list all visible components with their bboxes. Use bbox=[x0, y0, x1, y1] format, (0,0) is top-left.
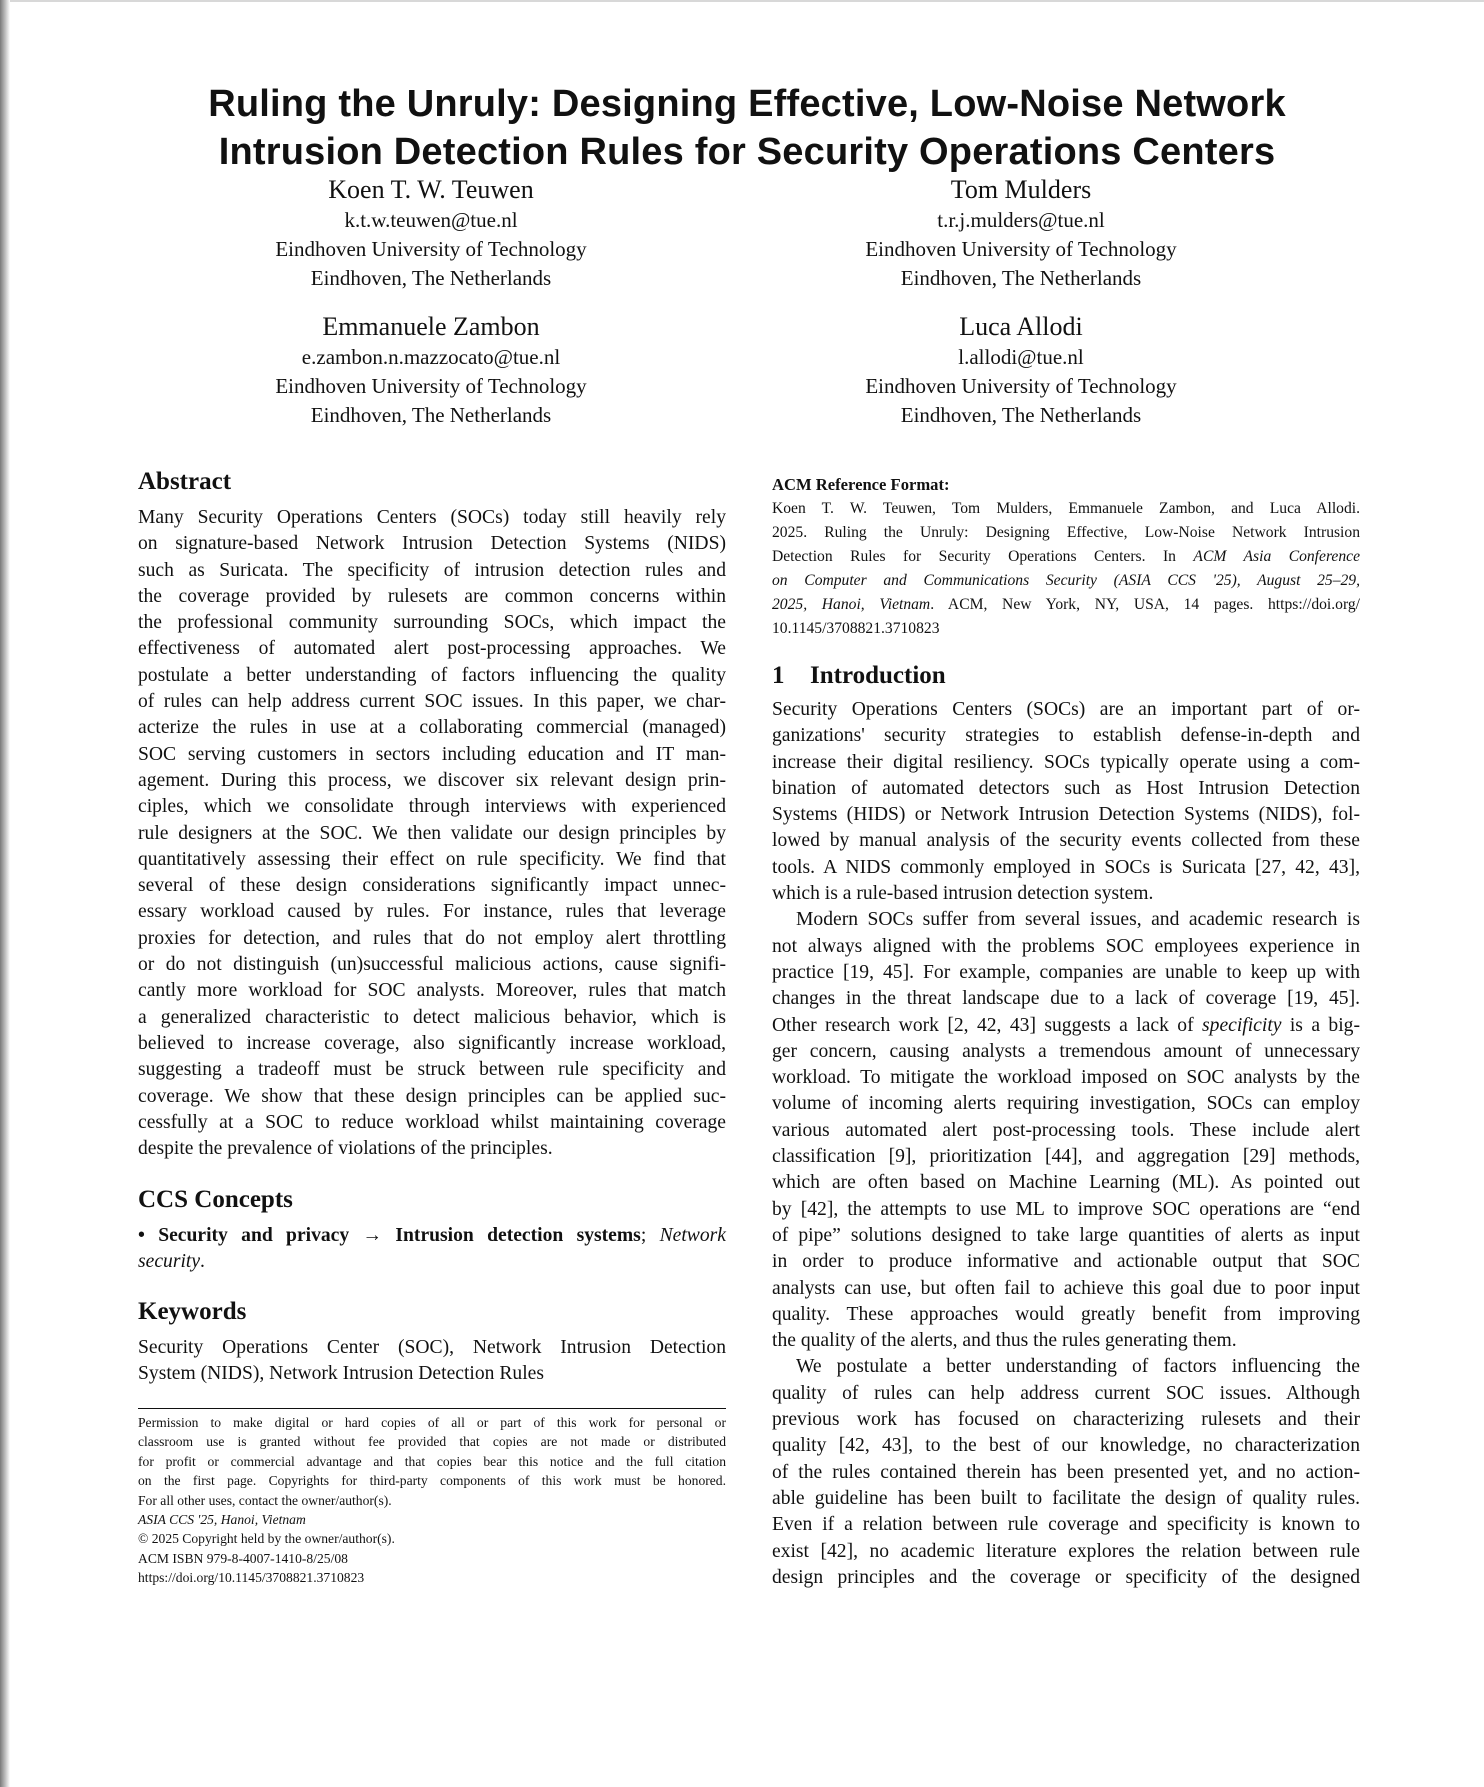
abstract-body bbox=[138, 505, 726, 1162]
introduction-line: Other research work [2, 42, 43] suggests a lack of specificity is a big- bbox=[772, 1014, 1360, 1036]
author-affiliation: Eindhoven University of Technology bbox=[865, 237, 1177, 261]
abstract-heading: Abstract bbox=[138, 468, 232, 495]
paper-title bbox=[10, 80, 1484, 176]
abstract-line: the professional community surrounding SOCs, which impact the bbox=[138, 612, 726, 634]
abstract-line: despite the prevalence of violations of the principles. bbox=[138, 1138, 553, 1160]
ccs-end: . bbox=[200, 1251, 205, 1273]
introduction-body bbox=[772, 697, 1360, 1591]
introduction-line: of the rules contained therein has been presented yet, and no action- bbox=[772, 1461, 1360, 1483]
permission-footnote bbox=[138, 1413, 726, 1588]
author-email: t.r.j.mulders@tue.nl bbox=[937, 208, 1105, 232]
abstract-line: essary workload caused by rules. For instance, rules that leverage bbox=[138, 901, 726, 923]
abstract-line: the coverage provided by rulesets are common concerns within bbox=[138, 585, 726, 607]
introduction-line: workload. To mitigate the workload imposed on SOC analysts by the bbox=[772, 1067, 1360, 1089]
footnote-copyright: © 2025 Copyright held by the owner/author(s). bbox=[138, 1531, 395, 1547]
introduction-line: quality. These approaches would greatly benefit from improving bbox=[772, 1303, 1360, 1325]
footnote-line: for profit or commercial advantage and that copies bear this notice and the full citation bbox=[138, 1453, 726, 1469]
abstract-line: coverage. We show that these design principles can be applied suc- bbox=[138, 1085, 726, 1107]
ccs-concept-2: Intrusion detection systems bbox=[395, 1225, 641, 1246]
abstract-line: cessfully at a SOC to reduce workload whilst maintaining coverage bbox=[138, 1111, 726, 1133]
ccs-separator: ; bbox=[640, 1225, 647, 1246]
introduction-line: able guideline has been built to facilitate the design of quality rules. bbox=[772, 1487, 1360, 1509]
keywords-section bbox=[138, 1297, 726, 1388]
reference-format-heading: ACM Reference Format: bbox=[772, 475, 950, 494]
introduction-line: the quality of the alerts, and thus the rules generating them. bbox=[772, 1330, 1237, 1352]
viewer-left-shadow bbox=[0, 0, 10, 1787]
reference-doi-link[interactable]: 10.1145/3708821.3710823 bbox=[772, 620, 940, 637]
author-block-4 bbox=[741, 311, 1301, 430]
introduction-line: not always aligned with the problems SOC employees experience in bbox=[772, 935, 1360, 957]
author-email: k.t.w.teuwen@tue.nl bbox=[344, 208, 518, 232]
reference-text: Detection Rules for Security Operations Centers. In bbox=[772, 548, 1194, 565]
introduction-line: bination of automated detectors such as Host Intrusion Detection bbox=[772, 777, 1360, 799]
reference-line bbox=[772, 545, 1360, 569]
introduction-line: lowed by manual analysis of the security events collected from these bbox=[772, 830, 1360, 852]
ccs-concept-1: Security and privacy bbox=[158, 1225, 350, 1246]
abstract-line: suggesting a tradeoff must be struck between rule specificity and bbox=[138, 1059, 726, 1081]
introduction-line: design principles and the coverage or specificity of the designed bbox=[772, 1566, 1360, 1588]
abstract-section bbox=[138, 467, 726, 1162]
author-location: Eindhoven, The Netherlands bbox=[310, 266, 552, 290]
ccs-section bbox=[138, 1185, 726, 1276]
author-name: Emmanuele Zambon bbox=[322, 312, 540, 341]
author-name: Koen T. W. Teuwen bbox=[328, 175, 534, 204]
reference-line: 2025. Ruling the Unruly: Designing Effective, Low-Noise Network Intrusion bbox=[772, 524, 1360, 541]
introduction-line: which are often based on Machine Learning (ML). As pointed out bbox=[772, 1172, 1360, 1194]
ccs-body bbox=[138, 1223, 726, 1276]
abstract-line: ciples, which we consolidate through interviews with experienced bbox=[138, 796, 726, 818]
introduction-line: which is a rule-based intrusion detection system. bbox=[772, 883, 1154, 905]
introduction-line: in order to produce informative and actionable output that SOC bbox=[772, 1251, 1360, 1273]
ccs-concept-3b: security bbox=[138, 1251, 201, 1273]
abstract-line: such as Suricata. The specificity of intrusion detection rules and bbox=[138, 559, 726, 581]
abstract-line: rule designers at the SOC. We then validate our design principles by bbox=[138, 822, 726, 844]
reference-venue-italic: ACM Asia Conference bbox=[1193, 548, 1360, 565]
introduction-line: by [42], the attempts to use ML to improve SOC operations are “end bbox=[772, 1198, 1360, 1220]
author-affiliation: Eindhoven University of Technology bbox=[275, 237, 587, 261]
ccs-arrow: → bbox=[362, 1225, 383, 1246]
reference-text: . ACM, New York, NY, USA, 14 pages. https://doi.org/ bbox=[930, 596, 1361, 613]
abstract-line: SOC serving customers in sectors including education and IT man- bbox=[138, 743, 726, 765]
abstract-line: a generalized characteristic to detect malicious behavior, which is bbox=[138, 1006, 726, 1028]
introduction-line: increase their digital resiliency. SOCs typically operate using a com- bbox=[772, 751, 1360, 773]
author-block-1 bbox=[151, 174, 711, 293]
introduction-line: Modern SOCs suffer from several issues, and academic research is bbox=[796, 909, 1360, 931]
footnote-line: For all other uses, contact the owner/author(s). bbox=[138, 1492, 392, 1508]
reference-location-italic: 2025, Hanoi, Vietnam bbox=[772, 596, 931, 613]
abstract-line: proxies for detection, and rules that do not employ alert throttling bbox=[138, 927, 726, 949]
reference-line: on Computer and Communications Security (ASIA CCS '25), August 25–29, bbox=[772, 572, 1360, 589]
abstract-line: quantitatively assessing their effect on rule specificity. We find that bbox=[138, 848, 726, 870]
introduction-line: analysts can use, but often fail to achieve this goal due to poor input bbox=[772, 1277, 1360, 1299]
introduction-section bbox=[772, 661, 1360, 1591]
footnote-doi-link[interactable]: https://doi.org/10.1145/3708821.3710823 bbox=[138, 1570, 365, 1586]
author-email: l.allodi@tue.nl bbox=[958, 345, 1084, 369]
footnote-isbn: ACM ISBN 979-8-4007-1410-8/25/08 bbox=[138, 1550, 348, 1566]
title-line-2: Intrusion Detection Rules for Security Operations Centers bbox=[218, 131, 1276, 173]
footnote-venue: ASIA CCS '25, Hanoi, Vietnam bbox=[138, 1512, 306, 1528]
reference-line: Koen T. W. Teuwen, Tom Mulders, Emmanuele Zambon, and Luca Allodi. bbox=[772, 500, 1360, 517]
introduction-line: of pipe” solutions designed to take large quantities of alerts as input bbox=[772, 1224, 1360, 1246]
introduction-line: previous work has focused on characterizing rulesets and their bbox=[772, 1409, 1360, 1431]
author-email: e.zambon.n.mazzocato@tue.nl bbox=[301, 345, 561, 369]
abstract-line: or do not distinguish (un)successful malicious actions, cause signifi- bbox=[138, 954, 726, 976]
introduction-line: volume of incoming alerts requiring investigation, SOCs can employ bbox=[772, 1093, 1360, 1115]
introduction-line: practice [19, 45]. For example, companies are unable to keep up with bbox=[772, 961, 1360, 983]
section-number: 1 bbox=[772, 662, 785, 689]
abstract-line: on signature-based Network Intrusion Detection Systems (NIDS) bbox=[138, 533, 726, 555]
author-name: Luca Allodi bbox=[959, 312, 1083, 341]
introduction-line: Security Operations Centers (SOCs) are an important part of or- bbox=[772, 699, 1360, 720]
author-location: Eindhoven, The Netherlands bbox=[310, 403, 552, 427]
author-location: Eindhoven, The Netherlands bbox=[900, 403, 1142, 427]
abstract-line: Many Security Operations Centers (SOCs) today still heavily rely bbox=[138, 507, 726, 528]
abstract-line: postulate a better understanding of factors influencing the quality bbox=[138, 664, 726, 686]
ccs-heading: CCS Concepts bbox=[138, 1186, 293, 1213]
footnote-line: classroom use is granted without fee provided that copies are not made or distributed bbox=[138, 1434, 726, 1450]
introduction-line: exist [42], no academic literature explores the relation between rule bbox=[772, 1540, 1360, 1562]
paper-page bbox=[10, 2, 1484, 1787]
introduction-line: classification [9], prioritization [44], and aggregation [29] methods, bbox=[772, 1146, 1360, 1168]
introduction-heading bbox=[772, 661, 1360, 691]
keywords-line: System (NIDS), Network Intrusion Detection Rules bbox=[138, 1363, 544, 1385]
keywords-body bbox=[138, 1335, 726, 1388]
author-name: Tom Mulders bbox=[950, 175, 1092, 204]
abstract-line: acterize the rules in use at a collaborating commercial (managed) bbox=[138, 717, 726, 739]
introduction-line: tools. A NIDS commonly employed in SOCs is Suricata [27, 42, 43], bbox=[772, 856, 1360, 878]
abstract-line: agement. During this process, we discover six relevant design prin- bbox=[138, 769, 726, 791]
introduction-line: ganizations' security strategies to establish defense-in-depth and bbox=[772, 725, 1360, 747]
footnote-line: Permission to make digital or hard copies of all or part of this work for personal or bbox=[138, 1415, 726, 1430]
keywords-heading: Keywords bbox=[138, 1298, 247, 1325]
acm-reference-format bbox=[772, 473, 1360, 641]
introduction-line: quality of rules can help address current SOC issues. Although bbox=[772, 1382, 1360, 1404]
author-block-2 bbox=[741, 174, 1301, 293]
introduction-line: ger concern, causing analysts a tremendous amount of unnecessary bbox=[772, 1040, 1360, 1062]
introduction-line: Even if a relation between rule coverage and specificity is known to bbox=[772, 1514, 1360, 1536]
author-affiliation: Eindhoven University of Technology bbox=[865, 374, 1177, 398]
section-title: Introduction bbox=[810, 662, 946, 689]
author-affiliation: Eindhoven University of Technology bbox=[275, 374, 587, 398]
author-location: Eindhoven, The Netherlands bbox=[900, 266, 1142, 290]
introduction-line: changes in the threat landscape due to a lack of coverage [19, 45]. bbox=[772, 988, 1360, 1010]
author-block-3 bbox=[151, 311, 711, 430]
abstract-line: of rules can help address current SOC issues. In this paper, we char- bbox=[138, 691, 726, 713]
introduction-line: We postulate a better understanding of factors influencing the bbox=[796, 1356, 1360, 1378]
title-line-1: Ruling the Unruly: Designing Effective, Low-Noise Network bbox=[208, 83, 1286, 125]
keywords-line: Security Operations Center (SOC), Network Intrusion Detection bbox=[138, 1337, 726, 1358]
introduction-line: Systems (HIDS) or Network Intrusion Detection Systems (NIDS), fol- bbox=[772, 804, 1360, 826]
footnote-rule bbox=[138, 1408, 726, 1409]
ccs-concept-3a: Network bbox=[659, 1225, 726, 1246]
ccs-bullet: • bbox=[138, 1225, 145, 1246]
abstract-line: effectiveness of automated alert post-processing approaches. We bbox=[138, 638, 726, 660]
introduction-line: various automated alert post-processing tools. These include alert bbox=[772, 1119, 1360, 1141]
footnote-line: on the first page. Copyrights for third-party components of this work must be honored. bbox=[138, 1473, 726, 1489]
abstract-line: cantly more workload for SOC analysts. Moreover, rules that match bbox=[138, 980, 726, 1002]
abstract-line: several of these design considerations significantly impact unnec- bbox=[138, 875, 726, 897]
abstract-line: believed to increase coverage, also significantly increase workload, bbox=[138, 1032, 726, 1054]
introduction-line: quality [42, 43], to the best of our knowledge, no characterization bbox=[772, 1435, 1360, 1457]
reference-line bbox=[772, 593, 1360, 617]
